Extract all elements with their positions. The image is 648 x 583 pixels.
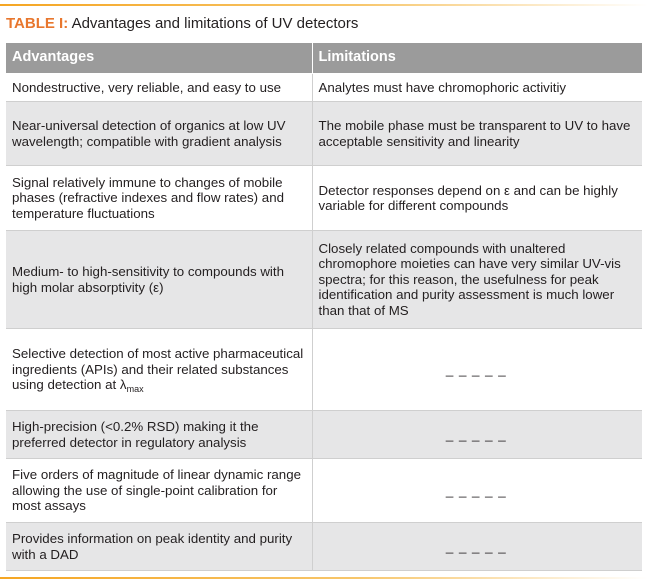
advantage-cell: Signal relatively immune to changes of mobile phases (refractive indexes and flow rates) and temperature fluctuations xyxy=(6,166,312,231)
top-accent-rule xyxy=(0,4,648,6)
limitation-cell: Closely related compounds with unaltered chromophore moieties can have very similar UV-vis spectra; for this reason, the usefulness for peak identification and purity assessment is much lower than that of MS xyxy=(312,231,642,329)
table-label: TABLE I: xyxy=(6,15,69,32)
table-row xyxy=(6,74,642,102)
table-row xyxy=(6,102,642,166)
advantage-text: Selective detection of most active pharmaceutical ingredients (APIs) and their related substances using detection at λ xyxy=(12,346,304,393)
limitation-cell: Analytes must have chromophoric activitiy xyxy=(312,74,642,102)
advantage-cell: High-precision (<0.2% RSD) making it the preferred detector in regulatory analysis xyxy=(6,411,312,459)
limitation-cell-empty: _ _ _ _ _ xyxy=(312,459,642,523)
advantage-cell: Medium- to high-sensitivity to compounds with high molar absorptivity (ε) xyxy=(6,231,312,329)
table-row xyxy=(6,523,642,571)
table-caption xyxy=(6,14,358,34)
advantage-cell: Five orders of magnitude of linear dynamic range allowing the use of single-point calibration for most assays xyxy=(6,459,312,523)
bottom-accent-rule xyxy=(0,577,648,579)
table-row xyxy=(6,459,642,523)
uv-detectors-table xyxy=(6,43,642,571)
lambda-subscript: max xyxy=(126,384,144,395)
table-row xyxy=(6,329,642,411)
limitation-cell-empty: _ _ _ _ _ xyxy=(312,523,642,571)
table-title: Advantages and limitations of UV detectors xyxy=(71,15,359,32)
limitation-cell-empty: _ _ _ _ _ xyxy=(312,411,642,459)
table-row xyxy=(6,411,642,459)
advantage-cell: Near-universal detection of organics at low UV wavelength; compatible with gradient analysis xyxy=(6,102,312,166)
table-header-row xyxy=(6,43,642,74)
advantage-cell: Nondestructive, very reliable, and easy to use xyxy=(6,74,312,102)
limitation-cell-empty: _ _ _ _ _ xyxy=(312,329,642,411)
header-limitations: Limitations xyxy=(312,43,642,74)
advantage-cell xyxy=(6,329,312,411)
header-advantages: Advantages xyxy=(6,43,312,74)
limitation-cell: Detector responses depend on ε and can be highly variable for different compounds xyxy=(312,166,642,231)
advantage-cell: Provides information on peak identity and purity with a DAD xyxy=(6,523,312,571)
table-row xyxy=(6,166,642,231)
table-row xyxy=(6,231,642,329)
limitation-cell: The mobile phase must be transparent to UV to have acceptable sensitivity and linearity xyxy=(312,102,642,166)
